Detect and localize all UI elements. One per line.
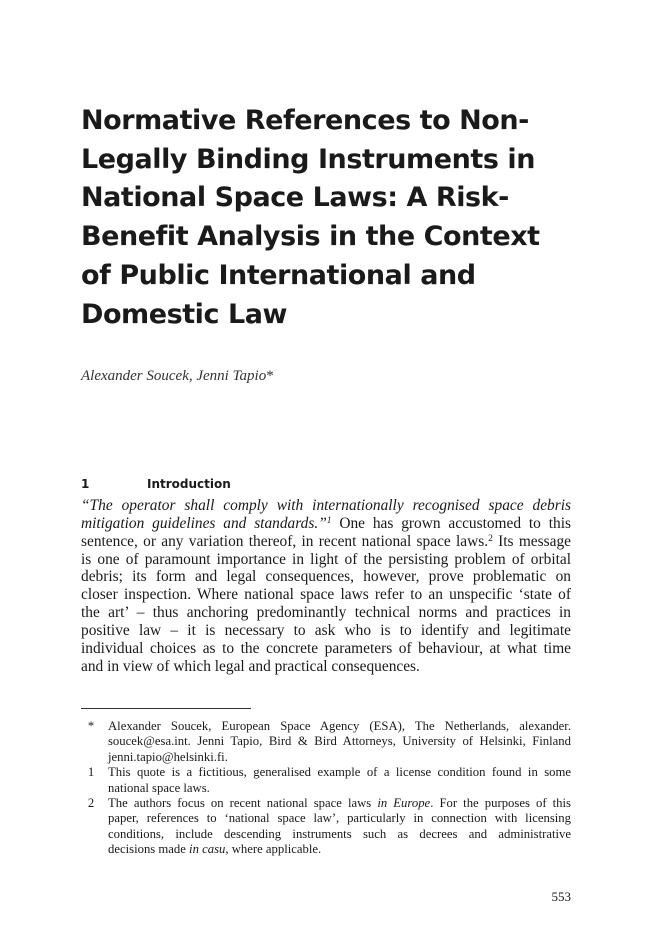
footnote-text: The authors focus on recent national space laws	[108, 796, 378, 811]
title-line: Benefit Analysis in the Context	[81, 221, 540, 253]
footnote-text: decisions made	[108, 842, 190, 857]
body-line: is one of paramount importance in light of the persisting problem of orbital	[81, 550, 571, 568]
footnote-mark: *	[87, 719, 95, 733]
quote-text: mitigation guidelines and standards.”	[81, 514, 327, 532]
footnote-divider	[81, 708, 251, 709]
title-line: Normative References to Non-	[81, 105, 529, 136]
footnote-line: conditions, include descending instruments such as decrees and administrative	[108, 826, 571, 841]
footnote-star	[81, 719, 571, 765]
body-paragraph	[81, 497, 571, 675]
footnote-ref-1[interactable]: 1	[326, 515, 332, 526]
footnote-line: soucek@esa.int. Jenni Tapio, Bird & Bird Attorneys, University of Helsinki, Finland	[108, 734, 571, 749]
body-line: positive law – it is necessary to ask who is to identify and legitimate	[81, 621, 571, 639]
footnote-line: Alexander Soucek, European Space Agency (ESA), The Netherlands, alexander.	[108, 719, 571, 733]
footnote-line: paper, references to ‘national space law’, particularly in connection with licensing	[108, 811, 571, 826]
body-line: individual choices as to the concrete parameters of behaviour, at what time	[81, 639, 571, 657]
body-line: “The operator shall comply with internationally recognised space debris	[81, 497, 571, 514]
section-number: 1	[81, 477, 90, 491]
title-line: National Space Laws: A Risk-	[81, 182, 509, 214]
author-footnote-mark: *	[266, 368, 274, 384]
author-line	[81, 367, 274, 385]
title-line: Domestic Law	[81, 298, 288, 330]
page-number: 553	[551, 889, 571, 904]
body-line	[81, 515, 571, 533]
body-text: sentence, or any variation thereof, in recent national space laws.	[81, 532, 489, 550]
title-line: Legally Binding Instruments in	[81, 143, 535, 175]
footnotes	[81, 719, 571, 858]
body-text: Its message	[492, 532, 571, 550]
body-line: debris; its form and legal consequences, however, prove problematic on	[81, 568, 571, 586]
footnote-line	[108, 842, 571, 857]
footnote-line: jenni.tapio@helsinki.fi.	[108, 749, 228, 764]
body-line: closer inspection. Where national space laws refer to an unspecific ‘state of	[81, 586, 571, 604]
footnote-text: , where applicable.	[225, 842, 322, 857]
footnote-1	[81, 765, 571, 796]
footnote-line	[108, 796, 571, 811]
article-title	[81, 102, 551, 334]
body-line: the art’ – thus anchoring predominantly technical norms and practices in	[81, 604, 571, 622]
footnote-text: . For the purposes of this	[430, 796, 571, 811]
footnote-mark: 1	[87, 765, 95, 780]
section-title: Introduction	[147, 477, 231, 491]
author-names: Alexander Soucek, Jenni Tapio	[81, 368, 267, 384]
footnote-line: national space laws.	[108, 780, 210, 795]
footnote-emphasis: in casu	[189, 842, 226, 857]
footnote-mark: 2	[87, 796, 95, 811]
body-line	[81, 533, 571, 551]
body-line: and in view of which legal and practical consequences.	[81, 657, 420, 675]
section-heading	[81, 477, 231, 492]
body-text: One has grown accustomed to this	[331, 514, 571, 532]
title-line: of Public International and	[81, 259, 476, 291]
footnote-2	[81, 796, 571, 858]
footnote-ref-2[interactable]: 2	[488, 533, 493, 544]
footnote-line: This quote is a fictitious, generalised example of a license condition found in some	[108, 765, 571, 780]
footnote-emphasis: in Europe	[377, 796, 431, 811]
